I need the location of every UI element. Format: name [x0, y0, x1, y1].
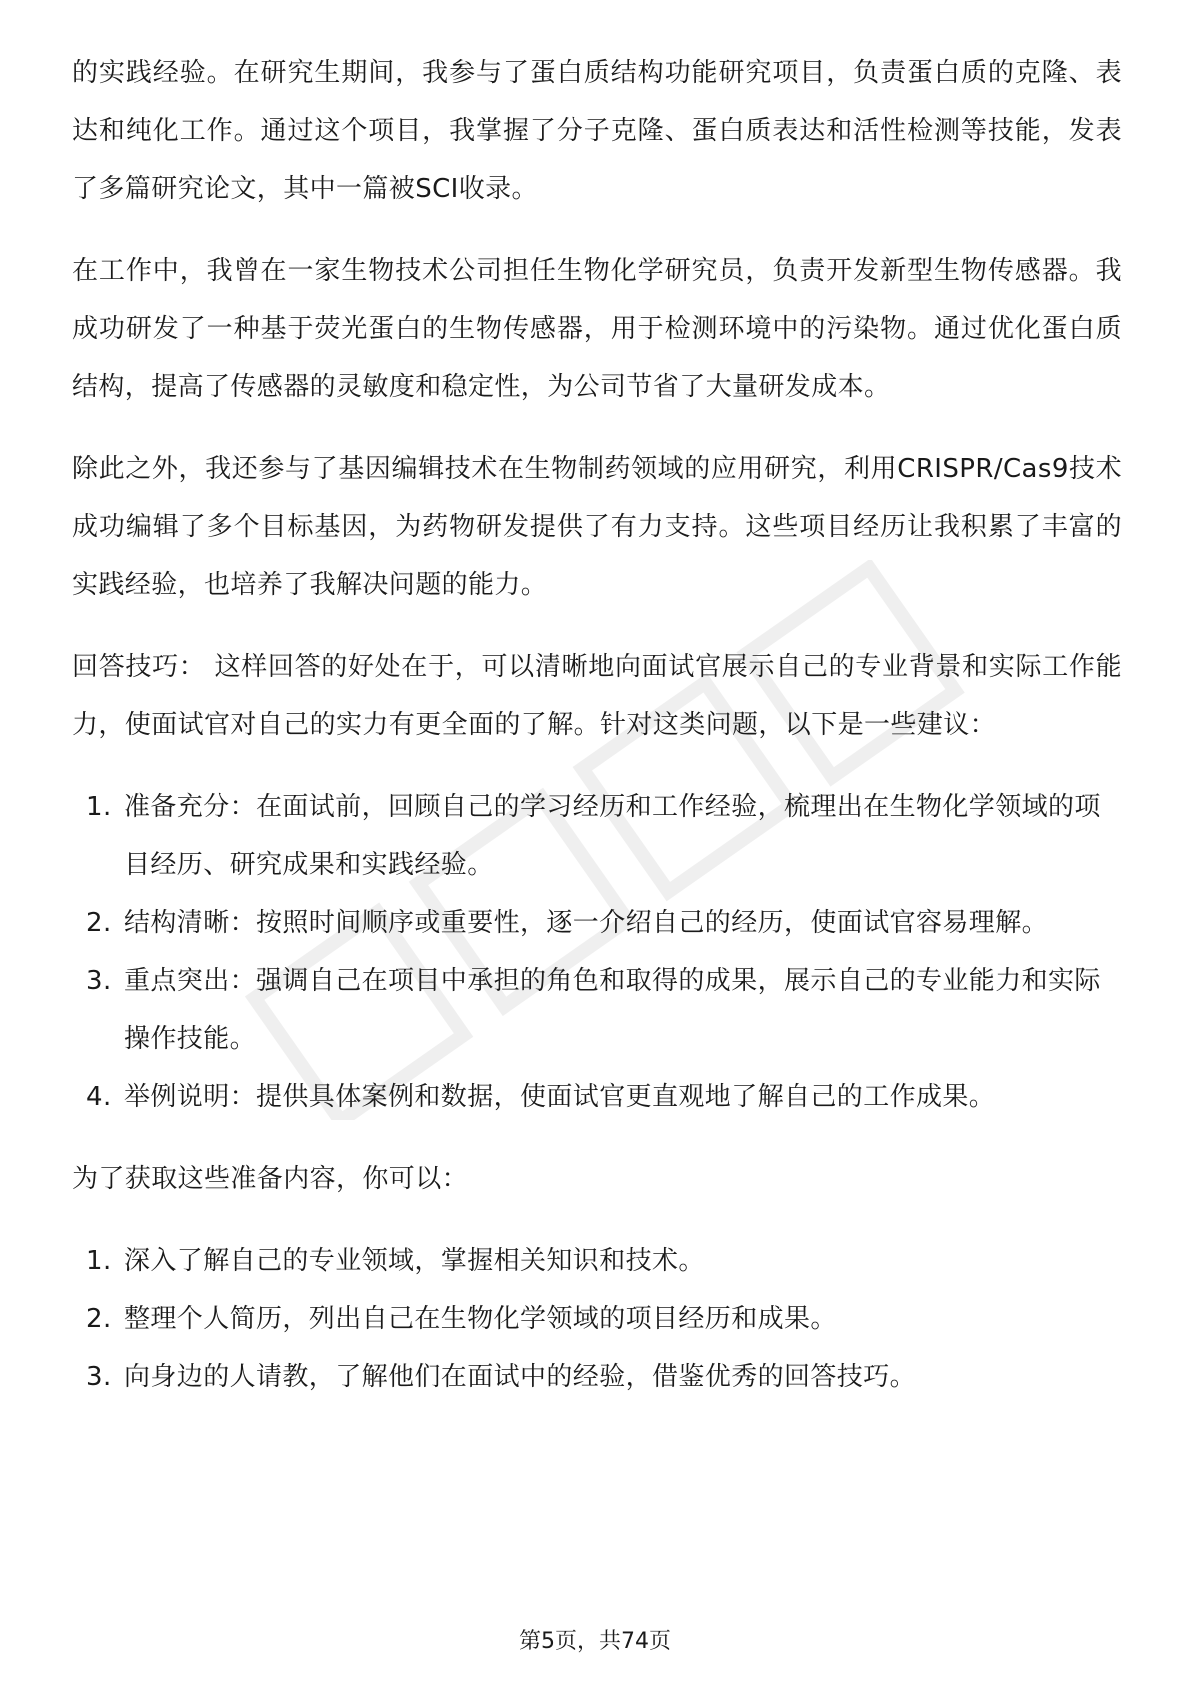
paragraph-prep-intro: 为了获取这些准备内容，你可以： [72, 1164, 469, 1194]
list-text: 向身边的人请教，了解他们在面试中的经验，借鉴优秀的回答技巧。 [124, 1362, 917, 1392]
list-number: 3. [86, 966, 112, 996]
list-number: 1. [86, 792, 112, 822]
list-item [72, 894, 1122, 952]
list-item [72, 952, 1122, 1068]
list-text: 结构清晰：按照时间顺序或重要性，逐一介绍自己的经历，使面试官容易理解。 [124, 908, 1049, 938]
list-text: 准备充分：在面试前，回顾自己的学习经历和工作经验，梳理出在生物化学领域的项目经历、研究成果和实践经验。 [124, 792, 1101, 880]
paragraph-work: 在工作中，我曾在一家生物技术公司担任生物化学研究员，负责开发新型生物传感器。我成功研发了一种基于荧光蛋白的生物传感器，用于检测环境中的污染物。通过优化蛋白质结构，提高了传感器的灵敏度和稳定性，为公司节省了大量研发成本。 [72, 256, 1122, 402]
list-number: 1. [86, 1246, 112, 1276]
list-text: 整理个人简历，列出自己在生物化学领域的项目经历和成果。 [124, 1304, 837, 1334]
list-item [72, 1232, 1122, 1290]
list-number: 2. [86, 1304, 112, 1334]
list-item [72, 1068, 1122, 1126]
list-item [72, 778, 1122, 894]
paragraph-experience: 的实践经验。在研究生期间，我参与了蛋白质结构功能研究项目，负责蛋白质的克隆、表达和纯化工作。通过这个项目，我掌握了分子克隆、蛋白质表达和活性检测等技能，发表了多篇研究论文，其中一篇被SCI收录。 [72, 58, 1122, 204]
document-page [72, 44, 1122, 1430]
prep-list [72, 1232, 1122, 1406]
list-number: 4. [86, 1082, 112, 1112]
list-item [72, 1348, 1122, 1406]
page-number-footer: 第5页，共74页 [519, 1629, 671, 1654]
list-text: 举例说明：提供具体案例和数据，使面试官更直观地了解自己的工作成果。 [124, 1082, 996, 1112]
paragraph-gene-editing: 除此之外，我还参与了基因编辑技术在生物制药领域的应用研究，利用CRISPR/Cas9技术成功编辑了多个目标基因，为药物研发提供了有力支持。这些项目经历让我积累了丰富的实践经验，也培养了我解决问题的能力。 [72, 454, 1122, 600]
list-number: 3. [86, 1362, 112, 1392]
list-number: 2. [86, 908, 112, 938]
list-text: 重点突出：强调自己在项目中承担的角色和取得的成果，展示自己的专业能力和实际操作技能。 [124, 966, 1101, 1054]
tips-list [72, 778, 1122, 1126]
list-text: 深入了解自己的专业领域，掌握相关知识和技术。 [124, 1246, 705, 1276]
paragraph-answer-tips: 回答技巧： 这样回答的好处在于，可以清晰地向面试官展示自己的专业背景和实际工作能力，使面试官对自己的实力有更全面的了解。针对这类问题，以下是一些建议： [72, 652, 1122, 740]
list-item [72, 1290, 1122, 1348]
